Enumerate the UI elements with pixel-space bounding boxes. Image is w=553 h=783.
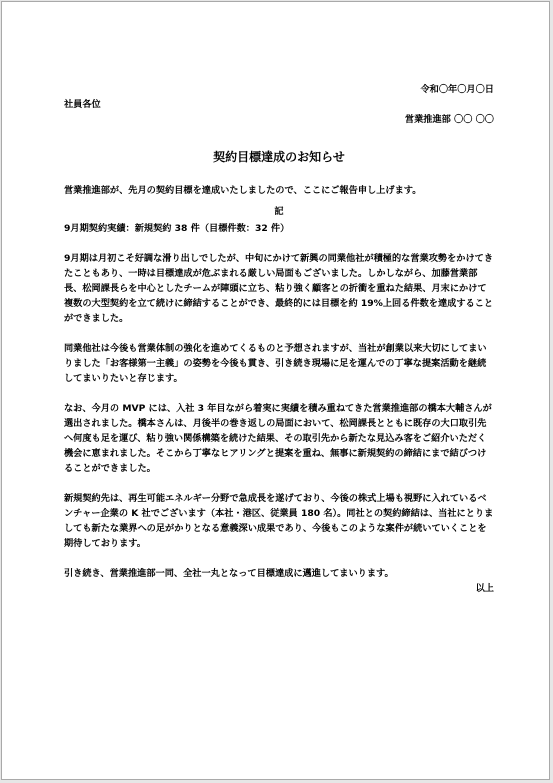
closing-mark: 以上 bbox=[475, 583, 494, 594]
summary-line: 9月期契約実績：新規契約 38 件（目標件数：32 件） bbox=[64, 223, 290, 234]
paragraph-3: なお、今月の MVP には、入社 3 年目ながら着実に実績を積み重ねてきた営業推進部の橋本大輔さんが選出されました。橋本さんは、月後半の巻き返しの局面において、松岡課長とともに既存の大口取引先へ何度も足を運び、粘り強い関係構築を続けた結果、その取引先から新たな見込み客をご紹介いただく機会に恵まれました。そこから丁寧なヒアリングと提案を重ね、無事に新規契約の締結にまで結びつけることができました。 bbox=[64, 403, 492, 474]
ki-mark: 記 bbox=[274, 206, 284, 217]
sender: 営業推進部 〇〇 〇〇 bbox=[404, 114, 494, 125]
intro-text: 営業推進部が、先月の契約目標を達成いたしましたので、ここにご報告申し上げます。 bbox=[64, 185, 422, 196]
document-page bbox=[1, 1, 550, 780]
recipient: 社員各位 bbox=[64, 99, 101, 110]
document-title: 契約目標達成のお知らせ bbox=[213, 150, 345, 164]
paragraph-2: 同業他社は今後も営業体制の強化を進めてくるものと予想されますが、当社が創業以来大切にしてまいりました「お客様第一主義」の姿勢を今後も貫き、引き続き現場に足を運んでの丁寧な提案活動を継続してまいりたいと存じます。 bbox=[64, 343, 487, 384]
paragraph-1: 9月期は月初こそ好調な滑り出しでしたが、中旬にかけて新興の同業他社が積極的な営業攻勢をかけてきたこともあり、一時は目標達成が危ぶまれる厳しい局面もございました。しかしながら、加藤営業部長、松岡課長らを中心としたチームが陣頭に立ち、粘り強く顧客との折衝を重ねた結果、月末にかけて複数の大型契約を立て続けに締結することができ、最終的には目標を約 19%上回る件数を達成することができました。 bbox=[64, 253, 494, 324]
paragraph-4: 新規契約先は、再生可能エネルギー分野で急成長を遂げており、今後の株式上場も視野に入れているベンチャー企業の K 社でございます（本社・港区、従業員 180 名）。同社との契約締結は、当社にとりましても新たな業界への足がかりとなる意義深い成果であり、今後もこのような案件が続いていくことを期待しております。 bbox=[64, 493, 494, 549]
paragraph-5: 引き続き、営業推進部一同、全社一丸となって目標達成に邁進してまいります。 bbox=[64, 568, 394, 579]
date: 令和〇年〇月〇日 bbox=[420, 84, 494, 95]
document-body bbox=[64, 82, 494, 596]
